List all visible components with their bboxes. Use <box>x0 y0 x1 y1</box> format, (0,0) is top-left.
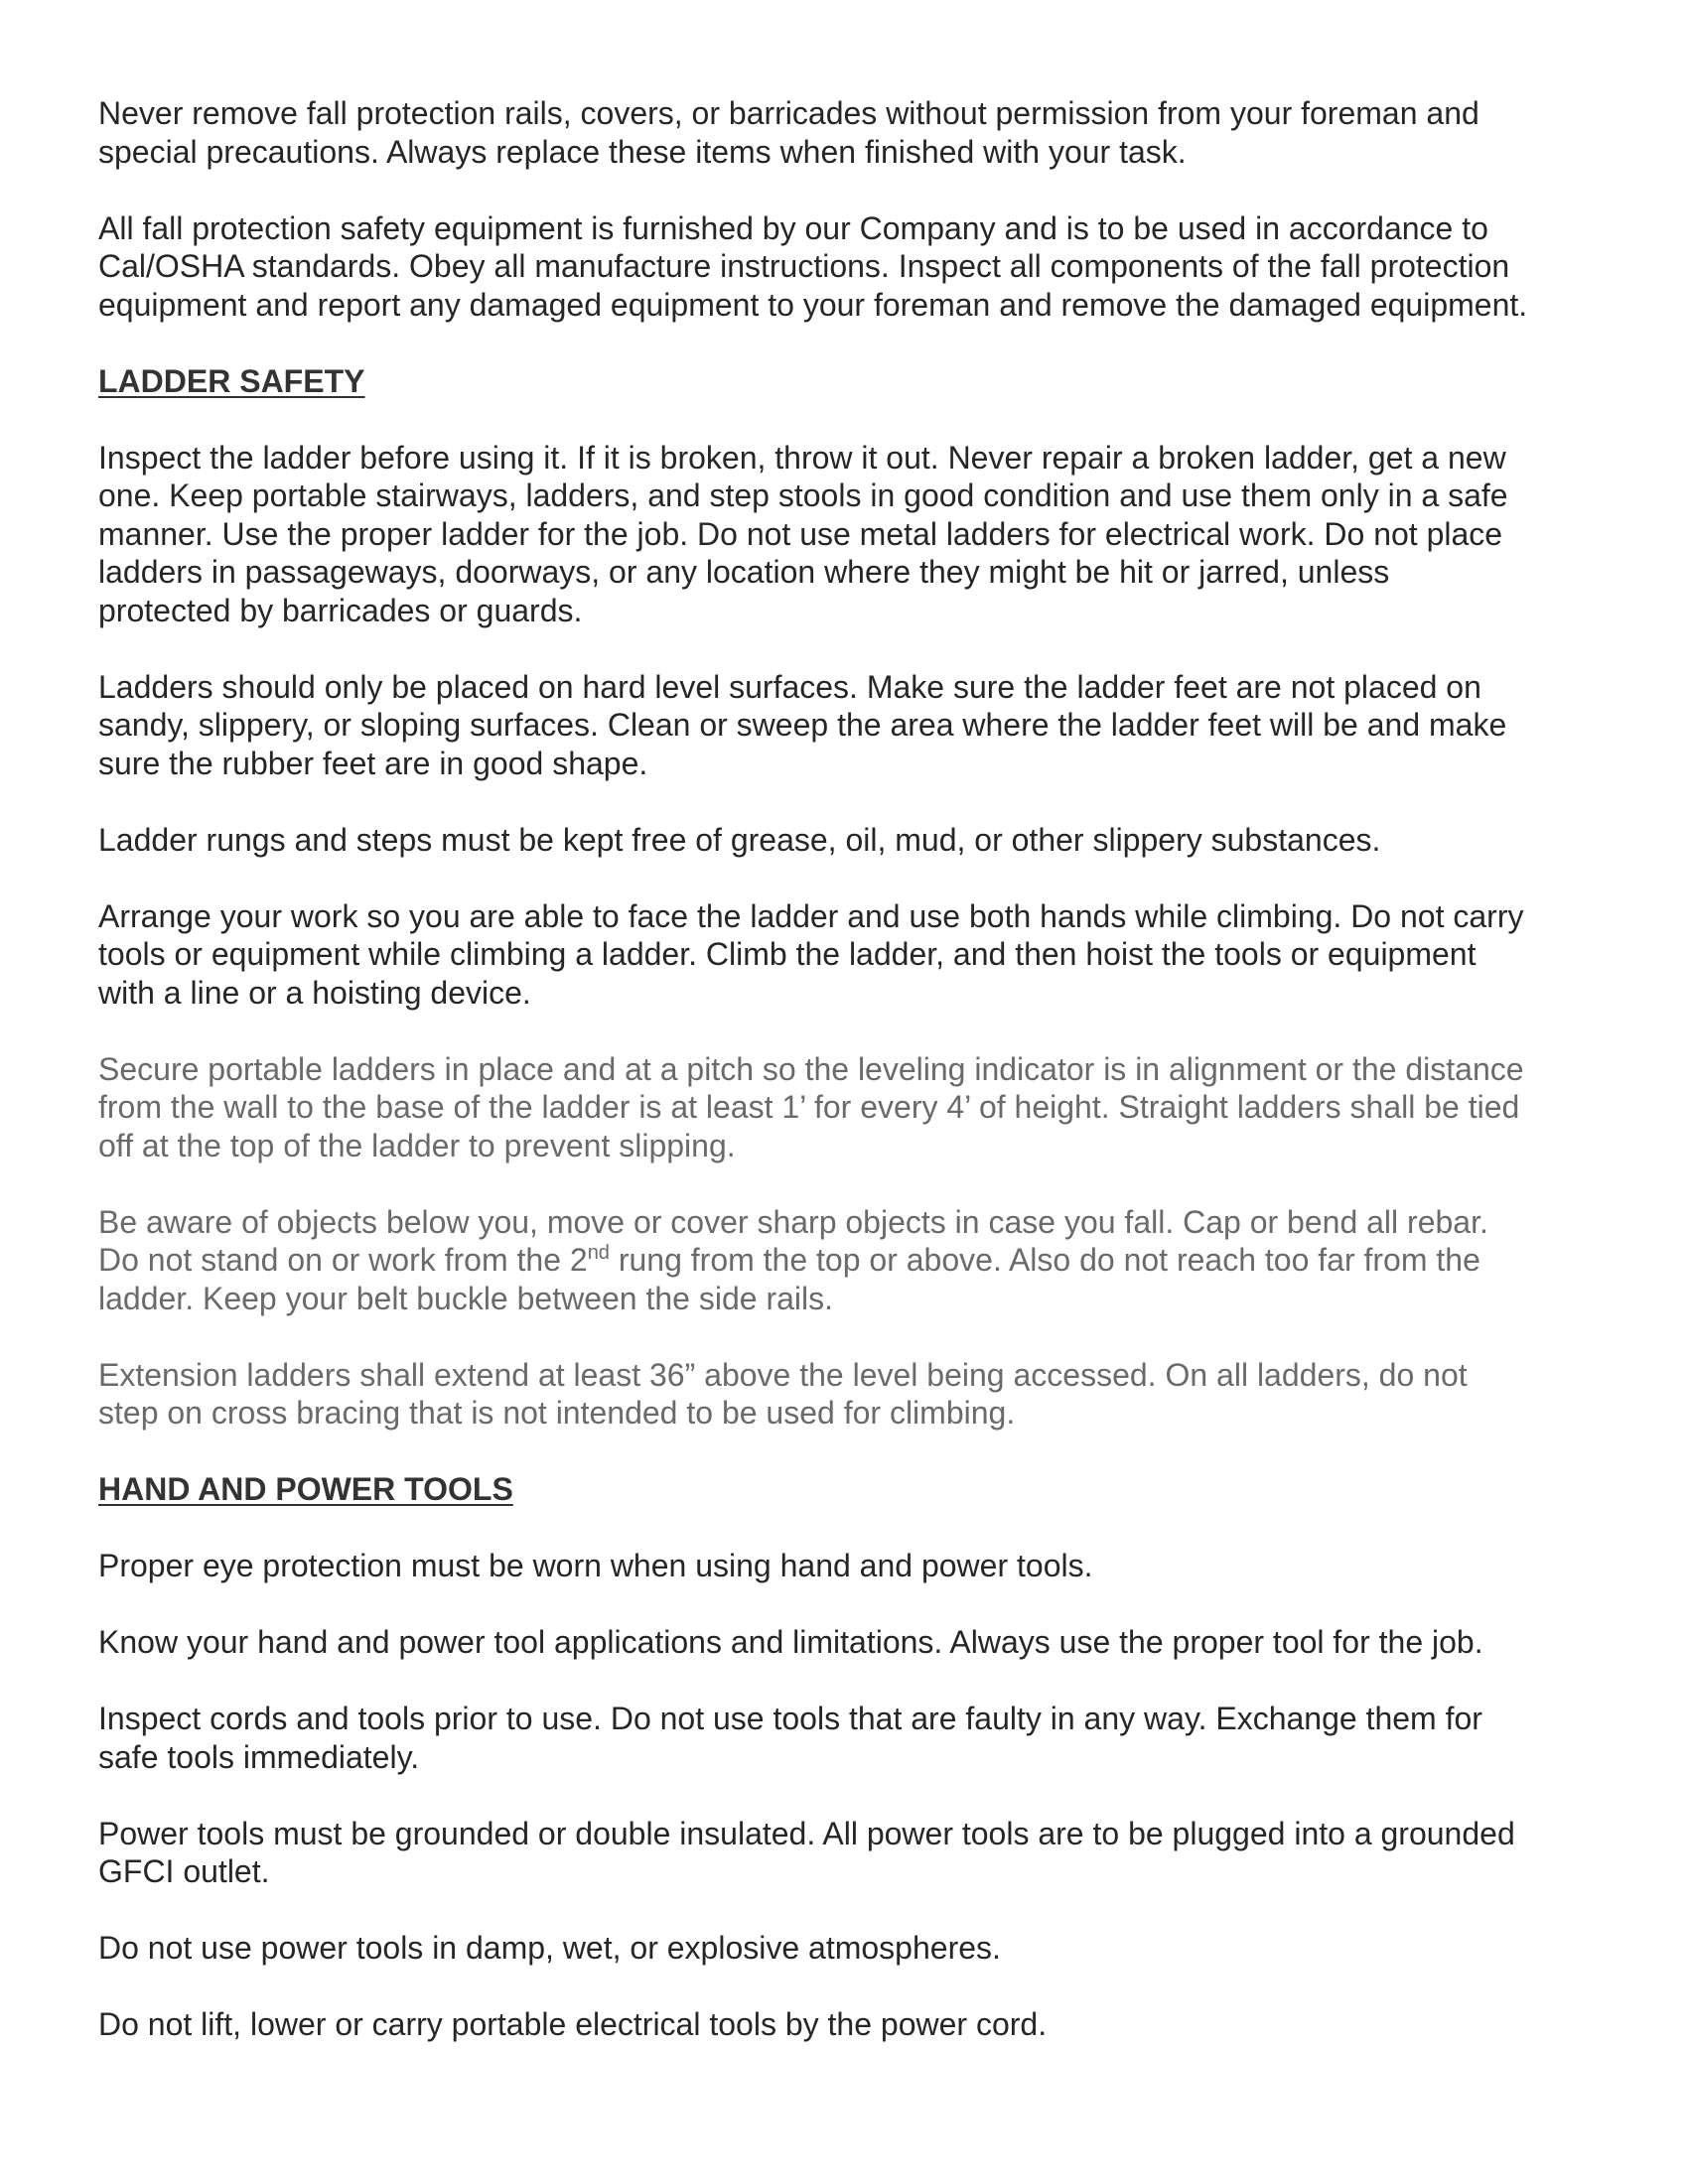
section-heading-ladder-safety: LADDER SAFETY <box>98 362 365 399</box>
text-line: sure the rubber feet are in good shape. <box>98 745 648 781</box>
text-fragment: rung from the top or above. Also do not reach too far from the <box>609 1242 1480 1278</box>
paragraph-secure-ladders <box>98 1050 1627 1165</box>
text-fragment: Do not stand on or work from the 2 <box>98 1242 588 1278</box>
text-line: Ladders should only be placed on hard level surfaces. Make sure the ladder feet are not placed on <box>98 668 1481 705</box>
text-line: Inspect cords and tools prior to use. Do not use tools that are faulty in any way. Exchange them for <box>98 1701 1482 1736</box>
text-line: Know your hand and power tool applications and limitations. Always use the proper tool for the job. <box>98 1624 1483 1660</box>
section-heading-hand-and-power-tools: HAND AND POWER TOOLS <box>98 1471 513 1507</box>
text-line: step on cross bracing that is not intended to be used for climbing. <box>98 1395 1016 1431</box>
text-line: one. Keep portable stairways, ladders, and step stools in good condition and use them only in a safe <box>98 478 1508 513</box>
paragraph-fall-protection-rails <box>98 94 1627 171</box>
text-line: Secure portable ladders in place and at a pitch so the leveling indicator is in alignment or the distance <box>98 1050 1524 1087</box>
ordinal-superscript: nd <box>587 1242 610 1264</box>
paragraph-tool-applications <box>98 1623 1627 1662</box>
paragraph-ladder-surfaces <box>98 668 1627 783</box>
text-line: tools or equipment while climbing a ladder. Climb the ladder, and then hoist the tools or equipment <box>98 936 1477 972</box>
text-line <box>98 1241 1627 1280</box>
text-line: Do not lift, lower or carry portable electrical tools by the power cord. <box>98 2006 1048 2042</box>
paragraph-ladder-rungs <box>98 821 1627 860</box>
text-line: safe tools immediately. <box>98 1738 420 1775</box>
text-line: Proper eye protection must be worn when using hand and power tools. <box>98 1548 1093 1583</box>
paragraph-climbing <box>98 897 1627 1013</box>
paragraph-grounded-tools <box>98 1815 1627 1891</box>
text-line: sandy, slippery, or sloping surfaces. Clean or sweep the area where the ladder feet will be and make <box>98 707 1507 743</box>
paragraph-power-cord <box>98 2005 1627 2044</box>
text-line: protected by barricades or guards. <box>98 592 583 628</box>
paragraph-inspect-cords <box>98 1700 1627 1776</box>
text-line: Power tools must be grounded or double insulated. All power tools are to be plugged into a grounded <box>98 1815 1515 1851</box>
text-line: Arrange your work so you are able to face the ladder and use both hands while climbing. Do not carry <box>98 897 1524 934</box>
paragraph-damp-atmospheres <box>98 1929 1627 1968</box>
text-line: special precautions. Always replace these items when finished with your task. <box>98 133 1187 170</box>
text-line: ladder. Keep your belt buckle between the side rails. <box>98 1280 834 1316</box>
paragraph-fall-protection-equipment <box>98 209 1627 325</box>
paragraph-eye-protection <box>98 1547 1627 1585</box>
text-line: Extension ladders shall extend at least 36” above the level being accessed. On all ladders, do not <box>98 1356 1468 1393</box>
text-line: ladders in passageways, doorways, or any location where they might be hit or jarred, unless <box>98 554 1390 590</box>
paragraph-extension-ladders <box>98 1356 1627 1433</box>
text-line: off at the top of the ladder to prevent slipping. <box>98 1127 736 1163</box>
document-page <box>98 94 1627 2082</box>
paragraph-inspect-ladder <box>98 439 1627 630</box>
text-line: from the wall to the base of the ladder is at least 1’ for every 4’ of height. Straight ladders shall be tied <box>98 1089 1520 1125</box>
text-line: manner. Use the proper ladder for the job. Do not use metal ladders for electrical work. Do not place <box>98 515 1503 552</box>
text-line: All fall protection safety equipment is furnished by our Company and is to be used in accordance to <box>98 209 1488 246</box>
text-line: Never remove fall protection rails, covers, or barricades without permission from your foreman and <box>98 95 1479 131</box>
paragraph-objects-below <box>98 1203 1627 1318</box>
text-line: Ladder rungs and steps must be kept free of grease, oil, mud, or other slippery substances. <box>98 821 1381 858</box>
text-line: Do not use power tools in damp, wet, or explosive atmospheres. <box>98 1930 1001 1966</box>
text-line: Be aware of objects below you, move or cover sharp objects in case you fall. Cap or bend all rebar. <box>98 1203 1488 1240</box>
text-line: with a line or a hoisting device. <box>98 974 531 1011</box>
text-line: GFCI outlet. <box>98 1853 270 1889</box>
text-line: equipment and report any damaged equipment to your foreman and remove the damaged equipment. <box>98 286 1528 323</box>
text-line: Cal/OSHA standards. Obey all manufacture instructions. Inspect all components of the fall protection <box>98 248 1510 284</box>
text-line: Inspect the ladder before using it. If it is broken, throw it out. Never repair a broken ladder, get a new <box>98 439 1506 476</box>
